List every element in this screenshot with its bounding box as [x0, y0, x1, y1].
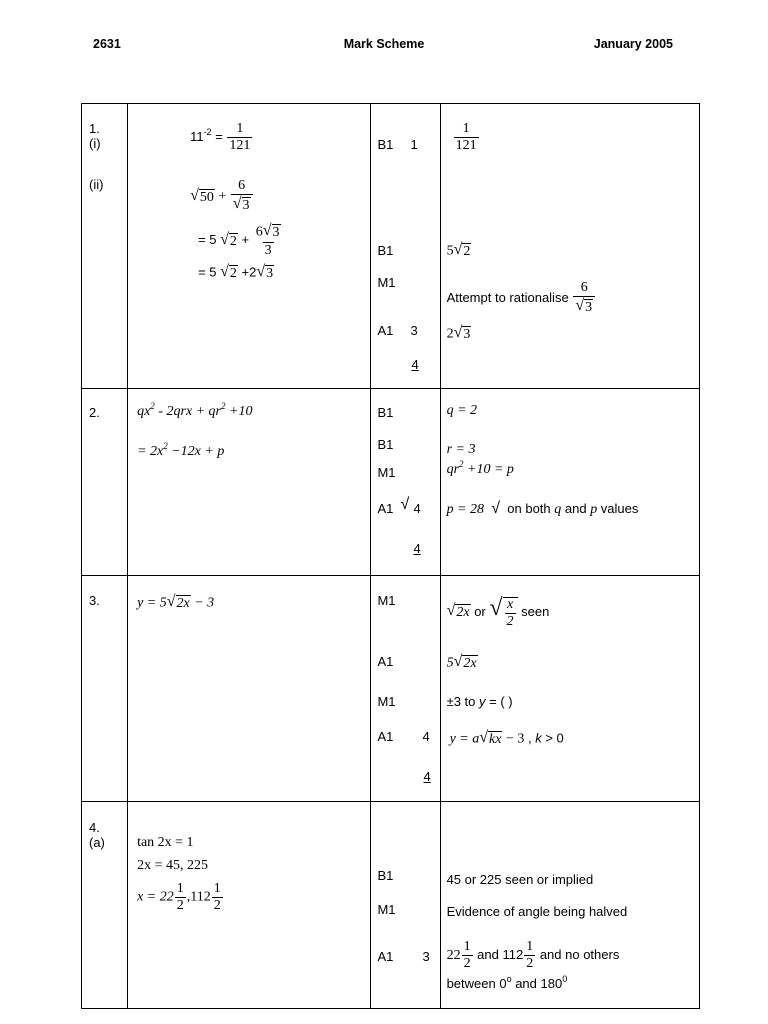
mark-value: 3	[410, 323, 418, 338]
mark-code: B1	[377, 137, 394, 152]
radical: √ 2x	[453, 653, 477, 671]
working-cell	[128, 104, 371, 389]
numerator: 6	[255, 224, 263, 240]
guidance-line	[447, 940, 620, 971]
denominator: 2	[463, 956, 471, 971]
guidance-text: between 0	[446, 976, 507, 991]
denominator: 2	[213, 898, 221, 913]
math-text: qr	[446, 462, 460, 477]
math-text: 5	[446, 655, 454, 671]
math-text: p	[590, 502, 598, 517]
mark-code: B1	[377, 405, 394, 420]
guidance-text: seen	[521, 603, 550, 619]
question-number: 3.	[89, 593, 100, 608]
question-total: 4	[413, 541, 421, 556]
exponent: 2	[163, 441, 168, 451]
question-number: 1.	[89, 121, 100, 136]
fraction	[231, 179, 253, 214]
radicand: 3	[463, 327, 471, 342]
working-line	[137, 441, 225, 460]
math-text: 5	[446, 243, 454, 259]
math-text: =	[215, 128, 223, 144]
mark-value: 4	[422, 729, 430, 744]
mark-code: M1	[377, 275, 396, 290]
marks-cell	[371, 802, 440, 1009]
working-cell	[128, 802, 371, 1009]
math-text: k	[535, 730, 542, 746]
question-number-cell	[82, 389, 128, 576]
radical: √ 50	[190, 186, 214, 205]
guidance-cell	[440, 389, 699, 576]
marks-cell	[371, 104, 440, 389]
math-text: +2	[241, 264, 257, 280]
math-text: 11	[190, 128, 204, 144]
working-line: tan 2x = 1	[137, 835, 194, 850]
guidance-text: and 180	[511, 976, 563, 991]
question-number: 2.	[89, 405, 100, 420]
numerator: 6	[580, 280, 588, 295]
radicand: 2x	[456, 605, 470, 621]
denominator: 121	[229, 138, 251, 153]
numerator: 1	[526, 939, 534, 954]
mark-code: B1	[377, 868, 394, 883]
mark-scheme-table	[81, 103, 700, 1009]
working-line	[190, 179, 253, 214]
degree-mark: o	[506, 974, 512, 984]
mark-value: 3	[422, 949, 430, 964]
question-number-cell	[82, 104, 128, 389]
math-text: +	[218, 188, 227, 204]
radical: √ 2	[453, 241, 471, 259]
guidance-line	[447, 654, 478, 672]
guidance-text: and	[561, 501, 591, 516]
fraction	[254, 223, 283, 258]
fraction	[462, 940, 473, 971]
follow-through-tick: √	[491, 500, 501, 517]
part-label: (i)	[89, 136, 101, 151]
math-text: x = 22	[137, 889, 174, 905]
working-cell	[128, 576, 371, 802]
question-row-3	[82, 576, 700, 802]
follow-through-tick: √	[400, 496, 410, 513]
question-number-cell	[82, 576, 128, 802]
math-text: − 3	[502, 731, 525, 747]
math-text: − 3	[190, 595, 215, 611]
math-text: y = a	[449, 731, 480, 747]
denominator: 2	[526, 956, 534, 971]
part-label: (ii)	[89, 177, 104, 192]
exam-date: January 2005	[593, 37, 673, 51]
mark-code: B1	[377, 243, 394, 258]
working-line	[137, 594, 214, 612]
math-text: y	[479, 694, 486, 709]
math-text: ,112	[186, 889, 211, 905]
guidance-text: and 112	[473, 946, 524, 962]
denominator: 2	[506, 614, 514, 629]
radical: √ 2x	[446, 602, 470, 621]
guidance-line	[446, 459, 514, 478]
paper-code: 2631	[93, 37, 121, 51]
radicand: 2x	[176, 596, 190, 611]
fraction	[454, 122, 479, 153]
numerator: 1	[213, 881, 221, 896]
math-text: +	[241, 231, 250, 247]
radicand: 50	[199, 189, 214, 205]
denominator: 2	[176, 898, 184, 913]
question-row-4	[82, 802, 700, 1009]
radical: √ kx	[479, 729, 502, 747]
math-text: - 2qrx + qr	[154, 404, 222, 419]
radical: √ 3	[262, 222, 280, 240]
math-text: +10 = p	[463, 462, 514, 477]
mark-code: A1	[377, 501, 394, 516]
mark-code: A1	[377, 949, 394, 964]
numerator: 1	[463, 939, 471, 954]
radical: √ 2	[220, 230, 237, 249]
guidance-line	[447, 242, 472, 260]
guidance-text: ±3 to	[446, 694, 479, 709]
denominator: 121	[455, 138, 477, 153]
numerator: 1	[176, 881, 184, 896]
math-text: p = 28	[446, 502, 485, 517]
numerator: x	[506, 597, 514, 612]
exponent: -2	[203, 126, 212, 137]
radical: √ $\frac{x}{2}$	[489, 596, 517, 629]
exponent: 2	[221, 401, 226, 411]
guidance-text: or	[474, 603, 486, 619]
question-total: 4	[423, 769, 431, 784]
mark-code: B1	[377, 437, 394, 452]
fraction	[524, 940, 535, 971]
exponent: 2	[459, 459, 464, 469]
guidance-text: = ( )	[485, 694, 513, 709]
question-total: 4	[411, 357, 419, 372]
guidance-cell	[440, 104, 699, 389]
exponent: 2	[150, 401, 155, 411]
question-number-cell	[82, 802, 128, 1009]
math-text: = 5	[198, 264, 217, 280]
mark-code: A1	[377, 323, 394, 338]
radical: √ 3	[256, 263, 274, 281]
radicand: 2	[229, 233, 237, 249]
question-number: 4.	[89, 820, 100, 835]
fraction	[227, 122, 252, 153]
guidance-line	[447, 596, 550, 629]
guidance-cell	[440, 802, 699, 1009]
working-line	[198, 223, 283, 258]
fraction	[505, 598, 516, 629]
math-text: y = 5	[137, 595, 167, 611]
working-line	[137, 882, 224, 913]
mark-code: A1	[377, 729, 394, 744]
denominator: 3	[264, 243, 272, 259]
radicand: 2	[463, 244, 471, 259]
mark-code: M1	[377, 593, 396, 608]
working-line	[190, 122, 253, 153]
numerator: 6	[238, 178, 246, 193]
radical: √ 2x	[166, 593, 190, 611]
guidance-line	[447, 281, 597, 316]
radical: √ 2	[220, 263, 237, 281]
radical: √ 3	[453, 324, 471, 342]
guidance-text: Attempt to rationalise	[446, 289, 569, 305]
guidance-line: Evidence of angle being halved	[446, 904, 628, 919]
numerator: 1	[462, 121, 470, 136]
guidance-text: and no others	[536, 946, 620, 962]
question-row-1	[82, 104, 700, 389]
guidance-cell	[440, 576, 699, 802]
guidance-line	[447, 976, 568, 991]
radicand: kx	[489, 732, 502, 747]
working-line	[198, 264, 274, 282]
question-row-2	[82, 389, 700, 576]
guidance-line	[447, 325, 472, 343]
mark-code: M1	[377, 902, 396, 917]
guidance-line	[447, 694, 513, 709]
marks-cell	[371, 389, 440, 576]
mark-value: 4	[413, 501, 421, 516]
guidance-text: values	[597, 501, 639, 516]
guidance-line	[450, 730, 564, 748]
numerator: 1	[236, 121, 244, 136]
guidance-text: ,	[524, 730, 536, 746]
document-title: Mark Scheme	[343, 37, 425, 51]
radicand: 3	[242, 198, 250, 213]
math-text: 2	[446, 326, 454, 342]
math-text: = 5	[198, 231, 217, 247]
math-text: = 2x	[137, 444, 164, 459]
mark-value: 1	[410, 137, 418, 152]
mark-code: A1	[377, 654, 394, 669]
radical: √ 3	[232, 195, 250, 213]
radical: √ 3	[575, 297, 593, 315]
part-label: (a)	[89, 835, 105, 850]
guidance-text: on both	[507, 501, 555, 516]
math-text: +10	[225, 404, 253, 419]
working-cell	[128, 389, 371, 576]
radicand: 3	[266, 266, 274, 281]
marks-cell	[371, 576, 440, 802]
working-line	[137, 401, 253, 420]
guidance-line: q = 2	[446, 403, 478, 418]
radicand: 2x	[463, 656, 477, 671]
working-line: 2x = 45, 225	[137, 858, 208, 873]
radicand: 2	[229, 266, 237, 281]
guidance-line: 45 or 225 seen or implied	[446, 872, 594, 887]
fraction	[175, 882, 186, 913]
guidance-line	[453, 122, 480, 153]
mark-code: M1	[377, 465, 396, 480]
radicand: 3	[272, 225, 280, 240]
math-text: 22	[446, 947, 461, 963]
radicand: 3	[585, 300, 593, 315]
degree-mark: 0	[562, 974, 568, 984]
fraction	[212, 882, 223, 913]
math-text: q	[554, 502, 562, 517]
mark-code: M1	[377, 694, 396, 709]
guidance-text: > 0	[541, 730, 564, 746]
guidance-line	[447, 500, 639, 518]
math-text: qx	[137, 404, 151, 419]
fraction	[573, 281, 595, 316]
math-text: −12x + p	[167, 444, 225, 459]
guidance-line: r = 3	[446, 442, 476, 457]
